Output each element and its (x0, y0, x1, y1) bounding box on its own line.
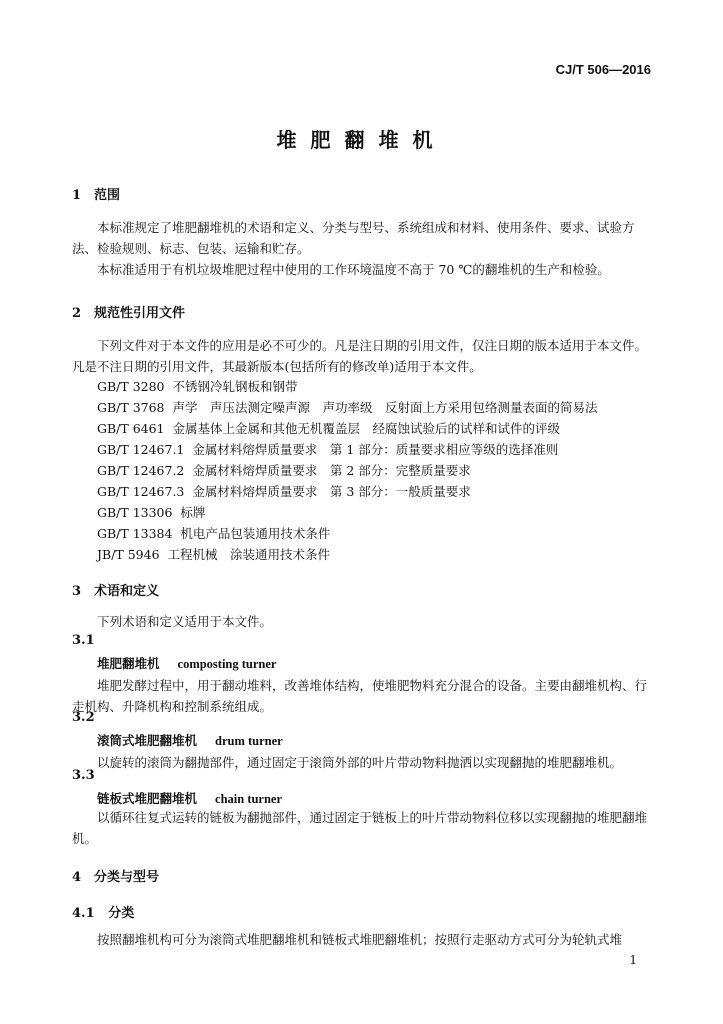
term-definition: 以循环往复式运转的链板为翻抛部件，通过固定于链板上的叶片带动物料位移以实现翻抛的堆肥翻堆机。 (72, 810, 648, 846)
reference-title: 工程机械 涂装通用技术条件 (167, 547, 330, 562)
section-title: 范围 (94, 188, 121, 203)
term-zh: 堆肥翻堆机 (97, 656, 160, 671)
reference-title: 金属材料熔焊质量要求 第 2 部分：完整质量要求 (192, 463, 471, 478)
section-number: 3 (72, 584, 82, 599)
document-title: 堆肥翻堆机 (276, 128, 447, 152)
term-definition: 以旋转的滚筒为翻抛部件，通过固定于滚筒外部的叶片带动物料抛洒以实现翻抛的堆肥翻堆机。 (97, 755, 623, 770)
term-heading (97, 654, 276, 672)
section-3-heading (72, 580, 159, 599)
section-title: 术语和定义 (94, 584, 160, 599)
reference-title: 机电产品包装通用技术条件 (180, 526, 331, 541)
term-zh: 滚筒式堆肥翻堆机 (97, 733, 198, 748)
section-3-intro: 下列术语和定义适用于本文件。 (97, 614, 273, 629)
term-en: chain turner (215, 792, 283, 806)
reference-title: 金属材料熔焊质量要求 第 3 部分：一般质量要求 (192, 484, 471, 499)
term-number: 3.3 (72, 768, 95, 783)
term-number: 3.2 (72, 710, 95, 725)
reference-item (97, 545, 330, 563)
reference-code: GB/T 12467.3 (97, 484, 185, 499)
section-4-heading (72, 866, 159, 885)
section-1-heading (72, 184, 120, 203)
term-en: composting turner (177, 657, 277, 671)
section-1-paragraph-1: 本标准规定了堆肥翻堆机的术语和定义、分类与型号、系统组成和材料、使用条件、要求、试验方法、检验规则、标志、包装、运输和贮存。 (72, 220, 635, 256)
reference-code: GB/T 12467.2 (97, 463, 185, 478)
term-en: drum turner (215, 734, 283, 748)
reference-code: GB/T 6461 (97, 421, 165, 436)
page-number: 1 (629, 953, 637, 967)
subsection-number: 4.1 (72, 906, 95, 921)
reference-code: GB/T 13384 (97, 526, 173, 541)
reference-title: 不锈钢冷轧钢板和钢带 (172, 379, 298, 394)
reference-item (97, 461, 471, 479)
subsection-4-1-heading (72, 902, 134, 921)
reference-item (97, 440, 558, 458)
reference-title: 声学 声压法测定噪声源 声功率级 反射面上方采用包络测量表面的简易法 (172, 400, 598, 415)
term-heading (97, 789, 282, 807)
section-number: 2 (72, 306, 82, 321)
reference-item (97, 398, 597, 416)
reference-item (97, 377, 297, 395)
section-2-heading (72, 302, 185, 321)
term-number: 3.1 (72, 633, 95, 648)
subsection-title: 分类 (108, 906, 135, 921)
reference-title: 金属基体上金属和其他无机覆盖层 经腐蚀试验后的试样和试件的评级 (172, 421, 560, 436)
section-4-paragraph-1: 按照翻堆机构可分为滚筒式堆肥翻堆机和链板式堆肥翻堆机；按照行走驱动方式可分为轮轨式堆 (97, 932, 623, 947)
reference-item (97, 524, 330, 542)
term-heading (97, 731, 283, 749)
standard-number: CJ/T 506—2016 (555, 62, 651, 77)
section-number: 1 (72, 188, 82, 203)
section-2-paragraph-1: 下列文件对于本文件的应用是必不可少的。凡是注日期的引用文件，仅注日期的版本适用于本文件。凡是不注日期的引用文件，其最新版本(包括所有的修改单)适用于本文件。 (72, 338, 648, 374)
section-title: 规范性引用文件 (94, 306, 186, 321)
reference-title: 金属材料熔焊质量要求 第 1 部分：质量要求相应等级的选择准则 (192, 442, 559, 457)
section-title: 分类与型号 (94, 870, 160, 885)
reference-code: JB/T 5946 (97, 547, 160, 562)
reference-item (97, 482, 471, 500)
section-1-paragraph-2: 本标准适用于有机垃圾堆肥过程中使用的工作环境温度不高于 70 ℃的翻堆机的生产和检验。 (97, 262, 610, 277)
reference-code: GB/T 13306 (97, 505, 173, 520)
reference-item (97, 419, 560, 437)
reference-code: GB/T 12467.1 (97, 442, 185, 457)
term-zh: 链板式堆肥翻堆机 (97, 791, 198, 806)
reference-item (97, 503, 205, 521)
section-number: 4 (72, 870, 82, 885)
reference-code: GB/T 3280 (97, 379, 165, 394)
term-definition: 堆肥发酵过程中，用于翻动堆料，改善堆体结构，使堆肥物料充分混合的设备。主要由翻堆机构、行走机构、升降机构和控制系统组成。 (72, 678, 648, 714)
reference-code: GB/T 3768 (97, 400, 165, 415)
reference-title: 标牌 (180, 505, 206, 520)
